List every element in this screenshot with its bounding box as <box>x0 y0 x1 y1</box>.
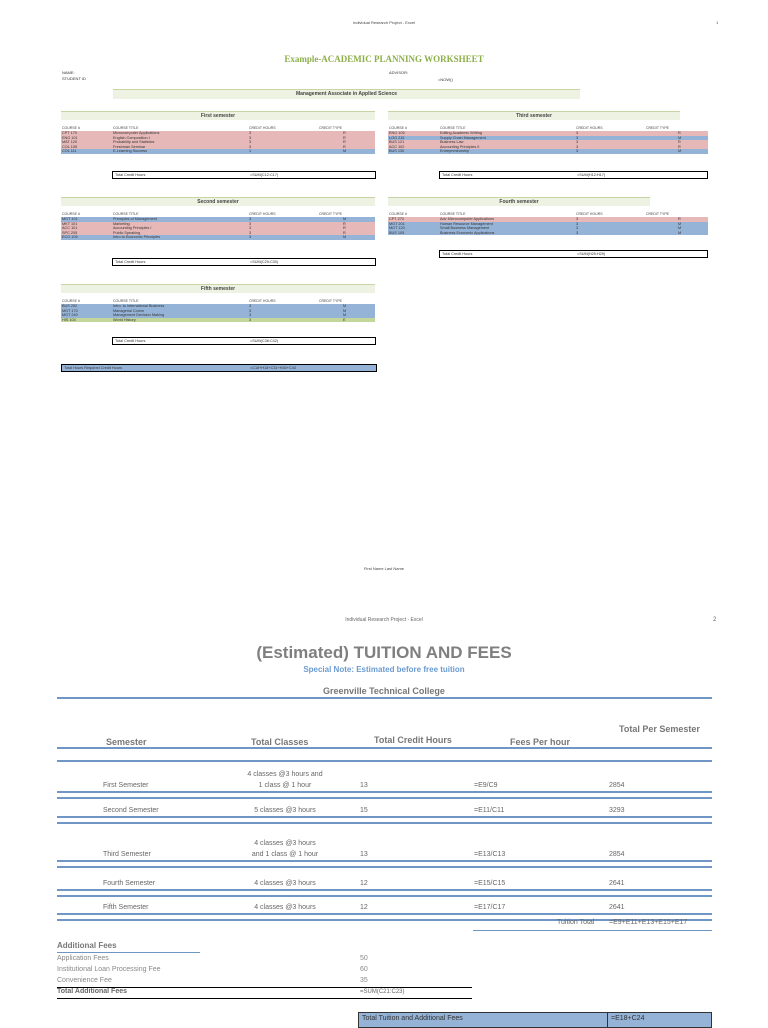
row-rule <box>57 895 712 897</box>
credit-type: M <box>678 226 682 231</box>
page1-number: 1 <box>716 20 719 25</box>
credit-type: R <box>343 144 346 149</box>
row-rule <box>57 889 712 891</box>
semester-name: First Semester <box>103 782 149 789</box>
now-formula: =NOW() <box>438 77 453 82</box>
credit-hours: 3 <box>576 226 579 231</box>
column-header-hours: CREDIT HOURS <box>249 126 276 130</box>
credit-type: R <box>678 217 681 221</box>
column-header-course: COURSE # <box>389 126 407 130</box>
credit-type: M <box>343 235 347 240</box>
total-additional-rule-bottom <box>57 998 472 999</box>
course-title: Freshman Seminar <box>113 144 146 149</box>
total-per-semester-value: 2854 <box>609 851 625 858</box>
col-header-total-classes: Total Classes <box>251 737 309 747</box>
credit-hours: 3 <box>249 235 252 240</box>
semester-title: Fourth semester <box>388 197 650 206</box>
credit-type: M <box>343 308 347 313</box>
total-credit-hours-box <box>439 250 708 258</box>
course-title: E-Learning Success <box>113 149 147 154</box>
page1-header: Individual Research Project - Excel <box>352 20 416 25</box>
total-credit-hours-formula: =SUM(C12:C17) <box>250 173 279 177</box>
course-title: Small Business Management <box>440 226 490 231</box>
credit-hours: 3 <box>576 217 579 221</box>
header-rule <box>57 747 712 749</box>
tuition-total-formula: =E9+E11+E13+E15+E17 <box>609 919 688 926</box>
fee-label: Application Fees <box>57 955 109 962</box>
credit-type: R <box>343 230 346 235</box>
credit-hours: 3 <box>249 304 252 308</box>
column-header-title: COURSE TITLE <box>113 126 139 130</box>
grand-total-label: Total Hours Required Credit Hours <box>64 366 123 370</box>
total-per-semester-value: 2641 <box>609 904 625 911</box>
page2-header: Individual Research Project - Excel <box>345 617 423 623</box>
total-credit-hours-label: Total Credit Hours <box>115 260 146 264</box>
fee-per-hour-formula: =E9/C9 <box>474 782 498 789</box>
col-header-fees-per-hour: Fees Per hour <box>510 737 571 747</box>
program-name: Management Associate in Applied Science <box>113 89 580 99</box>
column-header-type: CREDIT TYPE <box>319 212 343 216</box>
total-additional-rule <box>57 987 472 988</box>
course-code: SPC 205 <box>62 230 78 235</box>
course-code: CPT 270 <box>389 217 404 221</box>
course-title: Entrepreneurship <box>440 149 470 154</box>
course-title: Intro to Economic Principles <box>113 235 161 240</box>
classes-line-2: and 1 class @ 1 hour <box>251 851 319 858</box>
credit-hours: 3 <box>249 226 252 231</box>
course-title: Accounting Principles II <box>440 144 480 149</box>
column-header-course: COURSE # <box>62 299 80 303</box>
credit-hours-value: 15 <box>360 807 368 814</box>
total-credit-hours-formula: =SUM(C25:C30) <box>250 260 279 264</box>
column-header-course: COURSE # <box>62 126 80 130</box>
credit-type: M <box>343 149 347 154</box>
credit-hours: 3 <box>249 135 252 140</box>
semester-name: Second Semester <box>103 807 159 814</box>
credit-type: R <box>343 135 346 140</box>
column-header-type: CREDIT TYPE <box>646 126 670 130</box>
semester-title: First semester <box>61 111 375 120</box>
semester-block <box>61 284 375 345</box>
credit-type: M <box>678 149 682 154</box>
classes-line-1: 5 classes @3 hours <box>254 807 316 814</box>
course-title: Probability and Statistics <box>113 140 155 145</box>
column-header-type: CREDIT TYPE <box>646 212 670 216</box>
total-credit-hours-box <box>439 171 708 179</box>
total-credit-hours-label: Total Credit Hours <box>442 252 473 256</box>
total-per-semester-value: 2854 <box>609 782 625 789</box>
total-credit-hours-box <box>112 258 376 266</box>
credit-hours-value: 13 <box>360 782 368 789</box>
credit-hours: 3 <box>576 221 579 226</box>
course-code: ENG 105 <box>389 131 405 135</box>
row-rule <box>57 822 712 824</box>
row-rule <box>57 791 712 793</box>
row-rule <box>57 860 712 862</box>
course-title: Management Decision Making <box>113 313 165 318</box>
credit-hours: 3 <box>249 140 252 145</box>
semester-block <box>61 111 375 179</box>
additional-fees-rule <box>57 952 200 953</box>
fee-per-hour-formula: =E11/C11 <box>474 807 505 814</box>
credit-hours: 3 <box>249 230 252 235</box>
course-title: Accounting Principles I <box>113 226 152 231</box>
fee-per-hour-formula: =E15/C15 <box>474 880 506 887</box>
column-header-course: COURSE # <box>62 212 80 216</box>
course-row <box>61 149 375 154</box>
course-title: Principles of Management <box>113 217 157 221</box>
worksheet-title: Example-ACADEMIC PLANNING WORKSHEET <box>284 54 484 64</box>
course-code: MKT 101 <box>62 221 78 226</box>
course-code: ECO 105 <box>62 235 78 240</box>
classes-line-1: 4 classes @3 hours <box>254 840 316 847</box>
semester-title: Third semester <box>388 111 680 120</box>
course-code: COL 105 <box>62 144 78 149</box>
course-code: BUS 252 <box>62 304 78 308</box>
credit-type: M <box>343 217 347 221</box>
row-rule <box>57 866 712 868</box>
course-title: Microcomputer Applications <box>113 131 160 135</box>
column-header-hours: CREDIT HOURS <box>576 126 603 130</box>
college-name: Greenville Technical College <box>323 686 445 696</box>
fee-per-hour-formula: =E17/C17 <box>474 904 506 911</box>
credit-hours: 3 <box>249 317 252 322</box>
column-header-title: COURSE TITLE <box>113 299 139 303</box>
semester-block <box>388 111 708 179</box>
grand-total-formula: =C18+H18+C31+H30+C43 <box>250 366 296 370</box>
semester-title: Fifth semester <box>61 284 375 293</box>
grand-total-fees-label: Total Tuition and Additional Fees <box>362 1015 463 1022</box>
college-underline <box>57 697 712 699</box>
credit-type: M <box>678 135 682 140</box>
course-code: ACC 102 <box>389 144 405 149</box>
column-header-hours: CREDIT HOURS <box>249 299 276 303</box>
col-header-total-credit-hours: Total Credit Hours <box>374 735 452 745</box>
credit-hours: 3 <box>249 217 252 221</box>
total-credit-hours-formula: =SUM(H12:H17) <box>577 173 606 177</box>
row-rule <box>57 913 712 915</box>
grand-total-fees-divider <box>607 1013 608 1027</box>
course-title: World History <box>113 317 136 322</box>
column-header-type: CREDIT TYPE <box>319 126 343 130</box>
course-code: COL 111 <box>62 149 77 154</box>
course-code: MGT 101 <box>62 217 78 221</box>
course-code: ENG 101 <box>62 135 78 140</box>
course-title: Managerial Comm <box>113 308 145 313</box>
semester-name: Fifth Semester <box>103 904 149 911</box>
course-title: Supply Chain Management <box>440 135 486 140</box>
course-title: Public Speaking <box>113 230 141 235</box>
fee-value: 60 <box>360 966 368 973</box>
header-rule-2 <box>57 760 712 762</box>
classes-line-1: 4 classes @3 hours <box>254 904 316 911</box>
course-title: Business Law <box>440 140 464 145</box>
credit-hours-value: 13 <box>360 851 368 858</box>
course-title: Editing Academic Writing <box>440 131 482 135</box>
course-code: MGT 240 <box>62 313 78 318</box>
course-title: Business Economic Applications <box>440 230 495 235</box>
column-header-course: COURSE # <box>389 212 407 216</box>
fee-label: Convenience Fee <box>57 977 112 984</box>
credit-type: M <box>343 313 347 318</box>
column-header-title: COURSE TITLE <box>440 126 466 130</box>
course-code: MGT 120 <box>389 226 405 231</box>
credit-type: R <box>343 131 346 135</box>
column-header-hours: CREDIT HOURS <box>576 212 603 216</box>
credit-type: E <box>343 317 346 322</box>
credit-type: M <box>678 230 682 235</box>
total-additional-label: Total Additional Fees <box>57 988 128 995</box>
course-title: Human Resource Management <box>440 221 493 226</box>
semester-block <box>388 197 708 258</box>
course-code: LOG 215 <box>389 135 405 140</box>
credit-hours-value: 12 <box>360 880 368 887</box>
classes-line-1: 4 classes @3 hours and <box>247 771 323 778</box>
fee-value: 50 <box>360 955 368 962</box>
grand-total-fees-formula: =E18+C24 <box>611 1015 645 1022</box>
fee-label: Institutional Loan Processing Fee <box>57 966 161 973</box>
total-credit-hours-formula: =SUM(H25:H29) <box>577 252 606 256</box>
total-credit-hours-label: Total Credit Hours <box>442 173 473 177</box>
name-label: NAME: <box>62 70 75 75</box>
course-code: BUS 121 <box>389 140 405 145</box>
credit-hours: 3 <box>576 149 579 154</box>
semester-name: Third Semester <box>103 851 151 858</box>
semester-title: Second semester <box>61 197 375 206</box>
course-code: BUS 130 <box>389 149 405 154</box>
course-title: Intro. to International Business <box>113 304 165 308</box>
total-per-semester-value: 3293 <box>609 807 625 814</box>
course-code: MGT 170 <box>62 308 78 313</box>
credit-hours: 3 <box>249 144 252 149</box>
course-title: Marketing <box>113 221 130 226</box>
total-credit-hours-label: Total Credit Hours <box>115 339 146 343</box>
credit-hours: 3 <box>249 308 252 313</box>
course-code: ACC 101 <box>62 226 78 231</box>
tuition-total-rule <box>473 930 712 931</box>
col-header-total-per-semester: Total Per Semester <box>619 724 700 734</box>
total-additional-formula: =SUM(C21:C23) <box>360 989 405 995</box>
credit-hours: 3 <box>249 221 252 226</box>
course-title: English Composition I <box>113 135 150 140</box>
total-credit-hours-label: Total Credit Hours <box>115 173 146 177</box>
semester-name: Fourth Semester <box>103 880 156 887</box>
advisor-label: ADVISOR: <box>389 70 409 75</box>
credit-hours: 3 <box>576 140 579 145</box>
credit-type: R <box>678 131 681 135</box>
column-header-type: CREDIT TYPE <box>319 299 343 303</box>
semester-block <box>61 197 375 266</box>
credit-hours: 3 <box>576 230 579 235</box>
tuition-total-label: Tuition Total <box>557 919 595 926</box>
column-header-title: COURSE TITLE <box>440 212 466 216</box>
tuition-title: (Estimated) TUITION AND FEES <box>256 643 512 662</box>
total-credit-hours-box <box>112 337 376 345</box>
credit-hours: 3 <box>249 131 252 135</box>
course-row <box>388 231 708 236</box>
column-header-hours: CREDIT HOURS <box>249 212 276 216</box>
column-header-title: COURSE TITLE <box>113 212 139 216</box>
grand-total-box <box>61 364 377 372</box>
total-credit-hours-box <box>112 171 376 179</box>
total-per-semester-value: 2641 <box>609 880 625 887</box>
course-code: MAT 120 <box>62 140 78 145</box>
fee-per-hour-formula: =E13/C13 <box>474 851 506 858</box>
course-code: BUS 105 <box>389 230 405 235</box>
course-row <box>61 235 375 240</box>
credit-type: M <box>678 221 682 226</box>
course-code: CPT 170 <box>62 131 77 135</box>
course-row <box>388 149 708 154</box>
credit-hours: 3 <box>249 313 252 318</box>
credit-type: R <box>678 144 681 149</box>
course-title: Adv Microcomputer Applications <box>440 217 495 221</box>
credit-hours: 1 <box>249 149 252 154</box>
page2-number: 2 <box>713 617 717 623</box>
course-row <box>61 318 375 323</box>
course-code: HIS 104 <box>62 317 76 322</box>
col-header-semester: Semester <box>106 737 147 747</box>
classes-line-2: 1 class @ 1 hour <box>258 782 312 789</box>
page1-footer: First Name Last Name <box>363 566 404 571</box>
tuition-note: Special Note: Estimated before free tuition <box>303 665 465 674</box>
credit-hours: 3 <box>576 144 579 149</box>
credit-type: R <box>343 221 346 226</box>
row-rule <box>57 797 712 799</box>
credit-hours: 3 <box>576 135 579 140</box>
credit-type: R <box>343 226 346 231</box>
credit-hours: 3 <box>576 131 579 135</box>
credit-type: M <box>343 304 347 308</box>
fee-value: 35 <box>360 977 368 984</box>
credit-hours-value: 12 <box>360 904 368 911</box>
credit-type: R <box>678 140 681 145</box>
credit-type: R <box>343 140 346 145</box>
additional-fees-title: Additional Fees <box>57 941 117 950</box>
grand-total-fees-box <box>358 1012 712 1028</box>
total-credit-hours-formula: =SUM(C38:C42) <box>250 339 279 343</box>
course-code: MGT 201 <box>389 221 405 226</box>
classes-line-1: 4 classes @3 hours <box>254 880 316 887</box>
student-id-label: STUDENT ID <box>62 76 86 81</box>
row-rule <box>57 816 712 818</box>
